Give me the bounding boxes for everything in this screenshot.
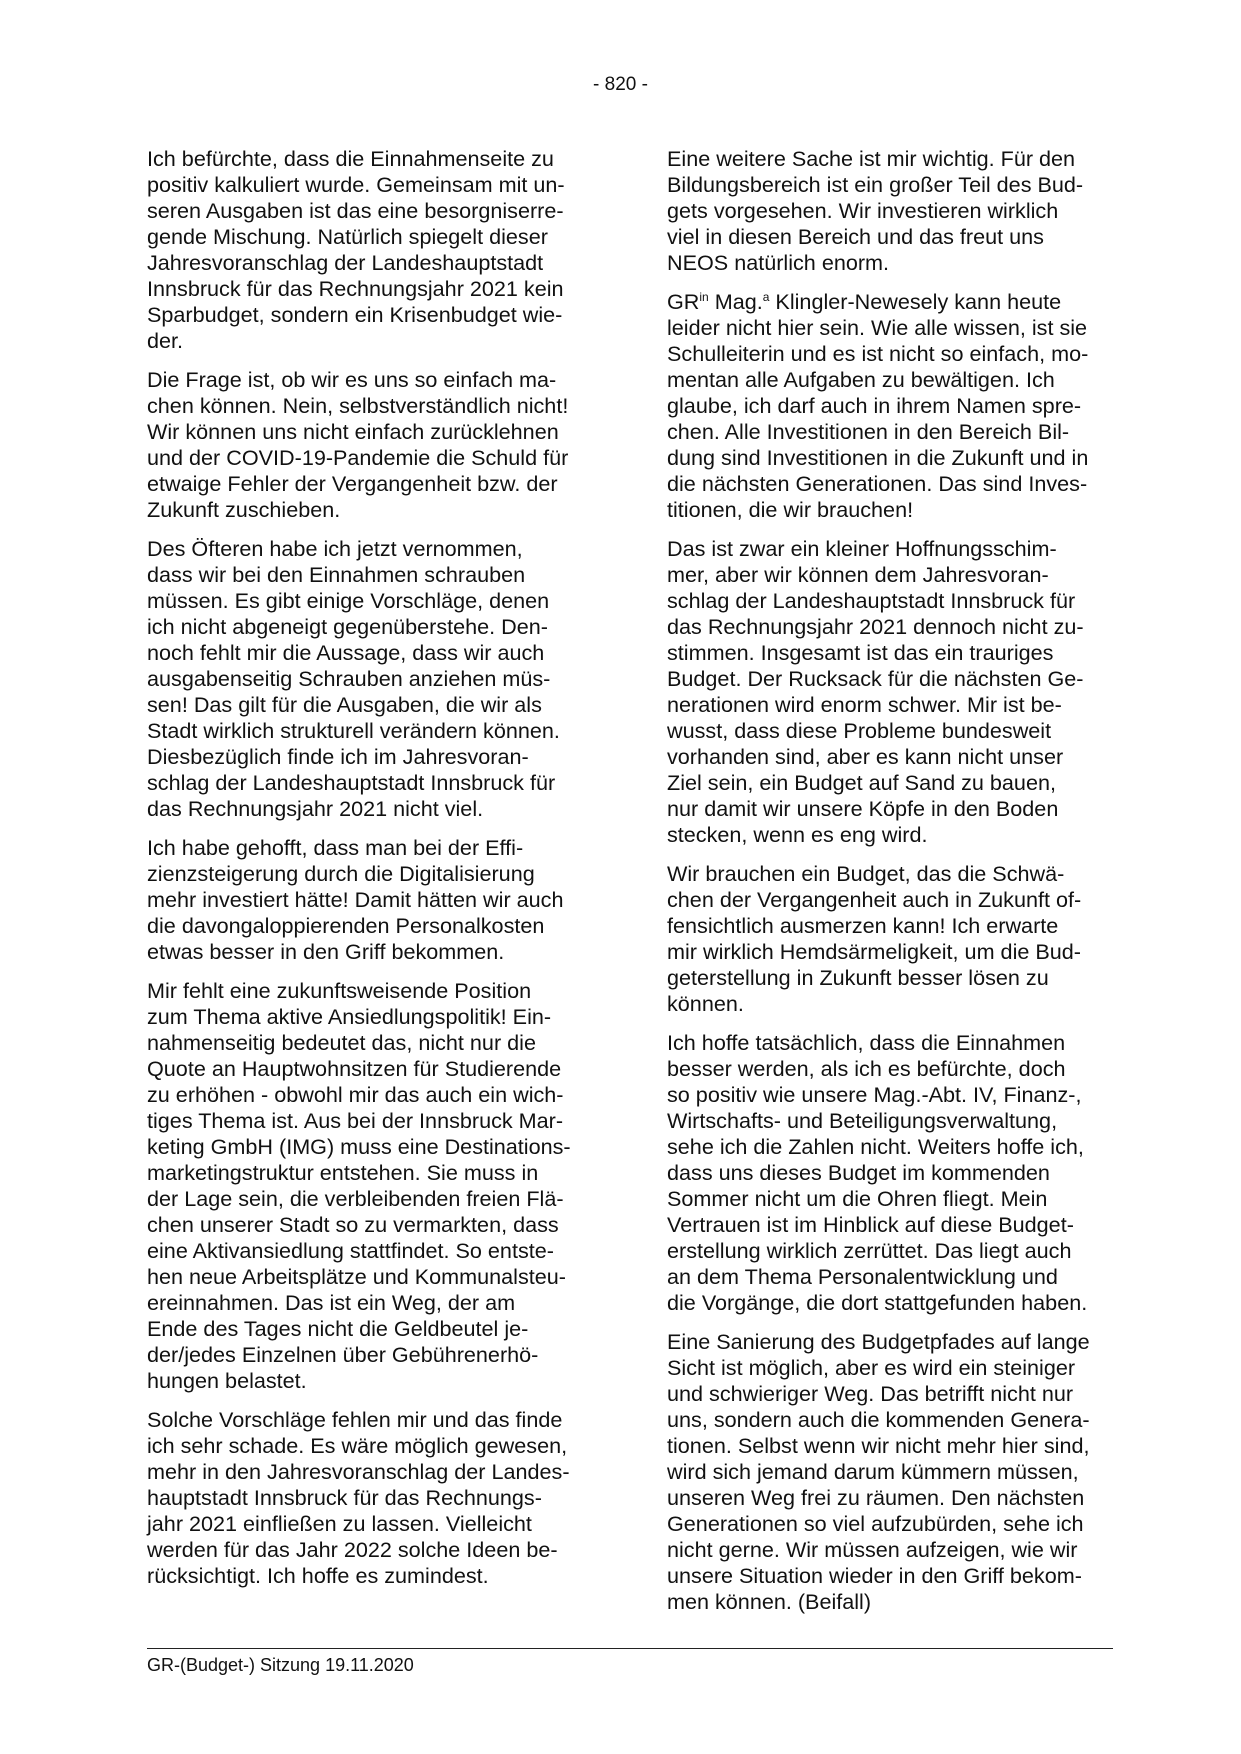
footer-divider — [147, 1648, 1113, 1649]
paragraph: Mir fehlt eine zukunftsweisende Position zum Thema aktive Ansiedlungspolitik! Ein- nahmenseitig bedeutet das, nicht nur die Quote an Hauptwohnsitzen für Studierende zu erhöhen - obwohl mir das auch ein wich- tiges Thema ist. Aus bei der Innsbruck Mar- keting GmbH (IMG) muss eine Destinations- marketingstruktur entstehen. Sie muss in der Lage sein, die verbleibenden freien Flä- chen unserer Stadt so zu vermarkten, dass eine Aktivansiedlung stattfindet. So entste- hen neue Arbeitsplätze und Kommunalsteu- ereinnahmen. Das ist ein Weg, der am Ende des Tages nicht die Geldbeutel je- der/jedes Einzelnen über Gebührenerhö- hungen belastet. — [147, 978, 571, 1393]
paragraph: Ich befürchte, dass die Einnahmenseite zu positiv kalkuliert wurde. Gemeinsam mit un- seren Ausgaben ist das eine besorgniserre- gende Mischung. Natürlich spiegelt dieser Jahresvoranschlag der Landeshauptstadt Innsbruck für das Rechnungsjahr 2021 kein Sparbudget, sondern ein Krisenbudget wie- der. — [147, 146, 565, 353]
page-number: - 820 - — [593, 74, 648, 95]
paragraph: Die Frage ist, ob wir es uns so einfach ma- chen können. Nein, selbstverständlich nicht! Wir können uns nicht einfach zurücklehnen und der COVID-19-Pandemie die Schuld für etwaige Fehler der Vergangenheit bzw. der Zukunft zuschieben. — [147, 367, 569, 522]
paragraph: Solche Vorschläge fehlen mir und das finde ich sehr schade. Es wäre möglich gewesen, mehr in den Jahresvoranschlag der Landes- hauptstadt Innsbruck für das Rechnungs- jahr 2021 einfließen zu lassen. Vielleicht werden für das Jahr 2022 solche Ideen be- rücksichtigt. Ich hoffe es zumindest. — [147, 1407, 570, 1588]
paragraph: Ich hoffe tatsächlich, dass die Einnahmen besser werden, als ich es befürchte, doch so positiv wie unsere Mag.-Abt. IV, Finanz-, Wirtschafts- und Beteiligungsverwaltung, sehe ich die Zahlen nicht. Weiters hoffe ich, dass uns dieses Budget im kommenden Sommer nicht um die Ohren fliegt. Mein Vertrauen ist im Hinblick auf diese Budget- erstellung wirklich zerrüttet. Das liegt auch an dem Thema Personalentwicklung und die Vorgänge, die dort stattgefunden haben. — [667, 1030, 1088, 1315]
speaker-degree-superscript: a — [762, 289, 770, 304]
speaker-line-rest: Klingler-Newesely kann heute — [769, 289, 1062, 314]
speaker-line — [667, 289, 1113, 315]
paragraph: Des Öfteren habe ich jetzt vernommen, dass wir bei den Einnahmen schrauben müssen. Es gibt einige Vorschläge, denen ich nicht abgeneigt gegenüberstehe. Den- noch fehlt mir die Aussage, dass wir auch ausgabenseitig Schrauben anziehen müs- sen! Das gilt für die Ausgaben, die wir als Stadt wirklich strukturell verändern können. Diesbezüglich finde ich im Jahresvoran- schlag der Landeshauptstadt Innsbruck für das Rechnungsjahr 2021 nicht viel. — [147, 536, 560, 821]
footer-session-label: GR-(Budget-) Sitzung 19.11.2020 — [147, 1655, 414, 1675]
left-column — [147, 146, 593, 1602]
paragraph: Eine Sanierung des Budgetpfades auf lange Sicht ist möglich, aber es wird ein steiniger und schwieriger Weg. Das betrifft nicht nur uns, sondern auch die kommenden Genera- tionen. Selbst wenn wir nicht mehr hier sind, wird sich jemand darum kümmern müssen, unseren Weg frei zu räumen. Den nächsten Generationen so viel aufzubürden, sehe ich nicht gerne. Wir müssen aufzeigen, wie wir unsere Situation wieder in den Griff bekom- men können. (Beifall) — [667, 1329, 1090, 1614]
paragraph: Das ist zwar ein kleiner Hoffnungsschim- mer, aber wir können dem Jahresvoran- schlag der Landeshauptstadt Innsbruck für das Rechnungsjahr 2021 dennoch nicht zu- stimmen. Insgesamt ist das ein trauriges Budget. Der Rucksack für die nächsten Ge- nerationen wird enorm schwer. Mir ist be- wusst, dass diese Probleme bundesweit vorhanden sind, aber es kann nicht unser Ziel sein, ein Budget auf Sand zu bauen, nur damit wir unsere Köpfe in den Boden stecken, wenn es eng wird. — [667, 536, 1084, 847]
paragraph: Wir brauchen ein Budget, das die Schwä- chen der Vergangenheit auch in Zukunft of- fensichtlich ausmerzen kann! Ich erwarte mir wirklich Hemdsärmeligkeit, um die Bud- geterstellung in Zukunft besser lösen zu können. — [667, 861, 1082, 1016]
speaker-paragraph — [667, 289, 1113, 523]
paragraph: Eine weitere Sache ist mir wichtig. Für den Bildungsbereich ist ein großer Teil des Bud- gets vorgesehen. Wir investieren wirklich viel in diesen Bereich und das freut uns NEOS natürlich enorm. — [667, 146, 1084, 275]
speaker-title-superscript: in — [699, 289, 709, 304]
paragraph-continuation: leider nicht hier sein. Wie alle wissen, ist sie Schulleiterin und es ist nicht so einfach, mo- mentan alle Aufgaben zu bewältigen. Ich glaube, ich darf auch in ihrem Namen spre- chen. Alle Investitionen in den Bereich Bil- dung sind Investitionen in die Zukunft und in die nächsten Generationen. Das sind Inves- titionen, die wir brauchen! — [667, 315, 1089, 522]
speaker-title: GR — [667, 289, 700, 314]
speaker-degree: Mag. — [708, 289, 763, 314]
right-column — [667, 146, 1113, 1628]
paragraph: Ich habe gehofft, dass man bei der Effi- zienzsteigerung durch die Digitalisierung mehr investiert hätte! Damit hätten wir auch die davongaloppierenden Personalkosten etwas besser in den Griff bekommen. — [147, 835, 564, 964]
